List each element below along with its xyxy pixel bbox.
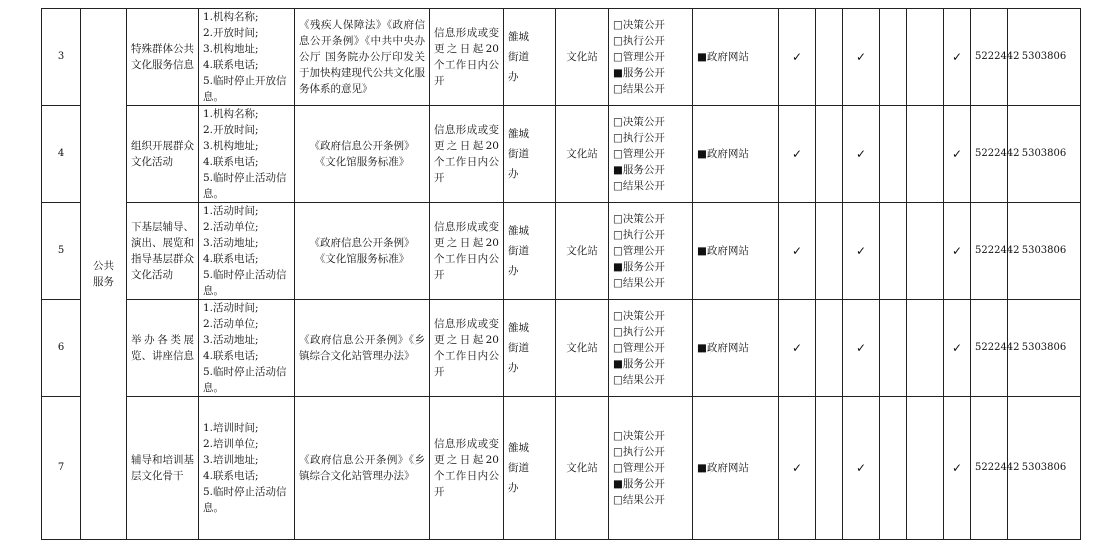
row-number: 3 — [42, 9, 81, 106]
empty-cell — [816, 106, 843, 203]
timelimit-cell: 信息形成或变更之日起20个工作日内公开 — [430, 9, 504, 106]
content-cell: 1.机构名称; 2.开放时间; 3.机构地址; 4.联系电话; 5.临时停止活动信息。 — [199, 106, 295, 203]
check-mark: ✓ — [779, 300, 816, 397]
subject-cell: 雒城 街道 办 — [504, 106, 556, 203]
check-mark: ✓ — [843, 9, 880, 106]
disclosure-type-cell: □决策公开 □执行公开 □管理公开 ■服务公开 □结果公开 — [609, 397, 693, 540]
unit-cell: 文化站 — [556, 9, 609, 106]
empty-cell — [880, 300, 907, 397]
check-mark: ✓ — [944, 397, 971, 540]
empty-cell — [907, 300, 944, 397]
table-row — [42, 203, 1081, 300]
table-row — [42, 9, 1081, 106]
item-cell: 举办各类展览、讲座信息 — [127, 300, 199, 397]
item-cell: 特殊群体公共文化服务信息 — [127, 9, 199, 106]
check-mark: ✓ — [779, 397, 816, 540]
empty-cell — [880, 397, 907, 540]
basis-cell: 《政府信息公开条例》《乡镇综合文化站管理办法》 — [295, 300, 430, 397]
category-cell: 公共 服务 — [81, 9, 127, 540]
content-cell: 1.机构名称; 2.开放时间; 3.机构地址; 4.联系电话; 5.临时停止开放信息。 — [199, 9, 295, 106]
basis-cell: 《政府信息公开条例》 《文化馆服务标准》 — [295, 203, 430, 300]
check-mark: ✓ — [944, 300, 971, 397]
empty-cell — [880, 203, 907, 300]
basis-cell: 《政府信息公开条例》《乡镇综合文化站管理办法》 — [295, 397, 430, 540]
timelimit-cell: 信息形成或变更之日起20个工作日内公开 — [430, 106, 504, 203]
phone-cell: 5303806 — [1008, 397, 1081, 540]
disclosure-type-cell: □决策公开 □执行公开 □管理公开 ■服务公开 □结果公开 — [609, 9, 693, 106]
unit-cell: 文化站 — [556, 203, 609, 300]
empty-cell — [816, 9, 843, 106]
empty-cell — [816, 203, 843, 300]
row-number: 5 — [42, 203, 81, 300]
phone-cell: 5303806 — [1008, 106, 1081, 203]
check-mark: ✓ — [779, 9, 816, 106]
empty-cell — [907, 9, 944, 106]
check-mark: ✓ — [843, 203, 880, 300]
basis-cell: 《政府信息公开条例》 《文化馆服务标准》 — [295, 106, 430, 203]
table-row — [42, 106, 1081, 203]
check-mark: ✓ — [779, 203, 816, 300]
disclosure-type-cell: □决策公开 □执行公开 □管理公开 ■服务公开 □结果公开 — [609, 203, 693, 300]
check-mark: ✓ — [843, 300, 880, 397]
empty-cell — [816, 300, 843, 397]
channel-cell: ■政府网站 — [693, 106, 779, 203]
unit-cell: 文化站 — [556, 106, 609, 203]
unit-cell: 文化站 — [556, 397, 609, 540]
content-cell: 1.培训时间; 2.培训单位; 3.培训地址; 4.联系电话; 5.临时停止活动信息。 — [199, 397, 295, 540]
check-mark: ✓ — [944, 106, 971, 203]
timelimit-cell: 信息形成或变更之日起20个工作日内公开 — [430, 300, 504, 397]
channel-cell: ■政府网站 — [693, 397, 779, 540]
row-number: 4 — [42, 106, 81, 203]
item-cell: 组织开展群众文化活动 — [127, 106, 199, 203]
channel-cell: ■政府网站 — [693, 203, 779, 300]
empty-cell — [907, 203, 944, 300]
item-cell: 辅导和培训基层文化骨干 — [127, 397, 199, 540]
subject-cell: 雒城 街道 办 — [504, 300, 556, 397]
disclosure-table-container — [41, 8, 1081, 540]
phone-cell: 5303806 — [1008, 9, 1081, 106]
channel-cell: ■政府网站 — [693, 9, 779, 106]
channel-cell: ■政府网站 — [693, 300, 779, 397]
table-row — [42, 300, 1081, 397]
subject-cell: 雒城 街道 办 — [504, 9, 556, 106]
subject-cell: 雒城 街道 办 — [504, 203, 556, 300]
timelimit-cell: 信息形成或变更之日起20个工作日内公开 — [430, 203, 504, 300]
phone-cell: 5222442 — [971, 300, 1008, 397]
basis-cell: 《残疾人保障法》《政府信息公开条例》《中共中央办公厅 国务院办公厅印发关于加快构建现代公共文化服务体系的意见》 — [295, 9, 430, 106]
empty-cell — [907, 106, 944, 203]
phone-cell: 5222442 — [971, 397, 1008, 540]
check-mark: ✓ — [843, 397, 880, 540]
check-mark: ✓ — [944, 203, 971, 300]
empty-cell — [880, 106, 907, 203]
phone-cell: 5303806 — [1008, 300, 1081, 397]
phone-cell: 5222442 — [971, 106, 1008, 203]
content-cell: 1.活动时间; 2.活动单位; 3.活动地址; 4.联系电话; 5.临时停止活动信息。 — [199, 300, 295, 397]
phone-cell: 5222442 — [971, 203, 1008, 300]
disclosure-type-cell: □决策公开 □执行公开 □管理公开 ■服务公开 □结果公开 — [609, 106, 693, 203]
content-cell: 1.活动时间; 2.活动单位; 3.活动地址; 4.联系电话; 5.临时停止活动信息。 — [199, 203, 295, 300]
row-number: 6 — [42, 300, 81, 397]
empty-cell — [907, 397, 944, 540]
timelimit-cell: 信息形成或变更之日起20个工作日内公开 — [430, 397, 504, 540]
phone-cell: 5303806 — [1008, 203, 1081, 300]
unit-cell: 文化站 — [556, 300, 609, 397]
table-row — [42, 397, 1081, 540]
empty-cell — [816, 397, 843, 540]
subject-cell: 雒城 街道 办 — [504, 397, 556, 540]
disclosure-type-cell: □决策公开 □执行公开 □管理公开 ■服务公开 □结果公开 — [609, 300, 693, 397]
row-number: 7 — [42, 397, 81, 540]
disclosure-table — [41, 8, 1081, 540]
empty-cell — [880, 9, 907, 106]
phone-cell: 5222442 — [971, 9, 1008, 106]
item-cell: 下基层辅导、演出、展览和指导基层群众文化活动 — [127, 203, 199, 300]
check-mark: ✓ — [843, 106, 880, 203]
check-mark: ✓ — [779, 106, 816, 203]
check-mark: ✓ — [944, 9, 971, 106]
